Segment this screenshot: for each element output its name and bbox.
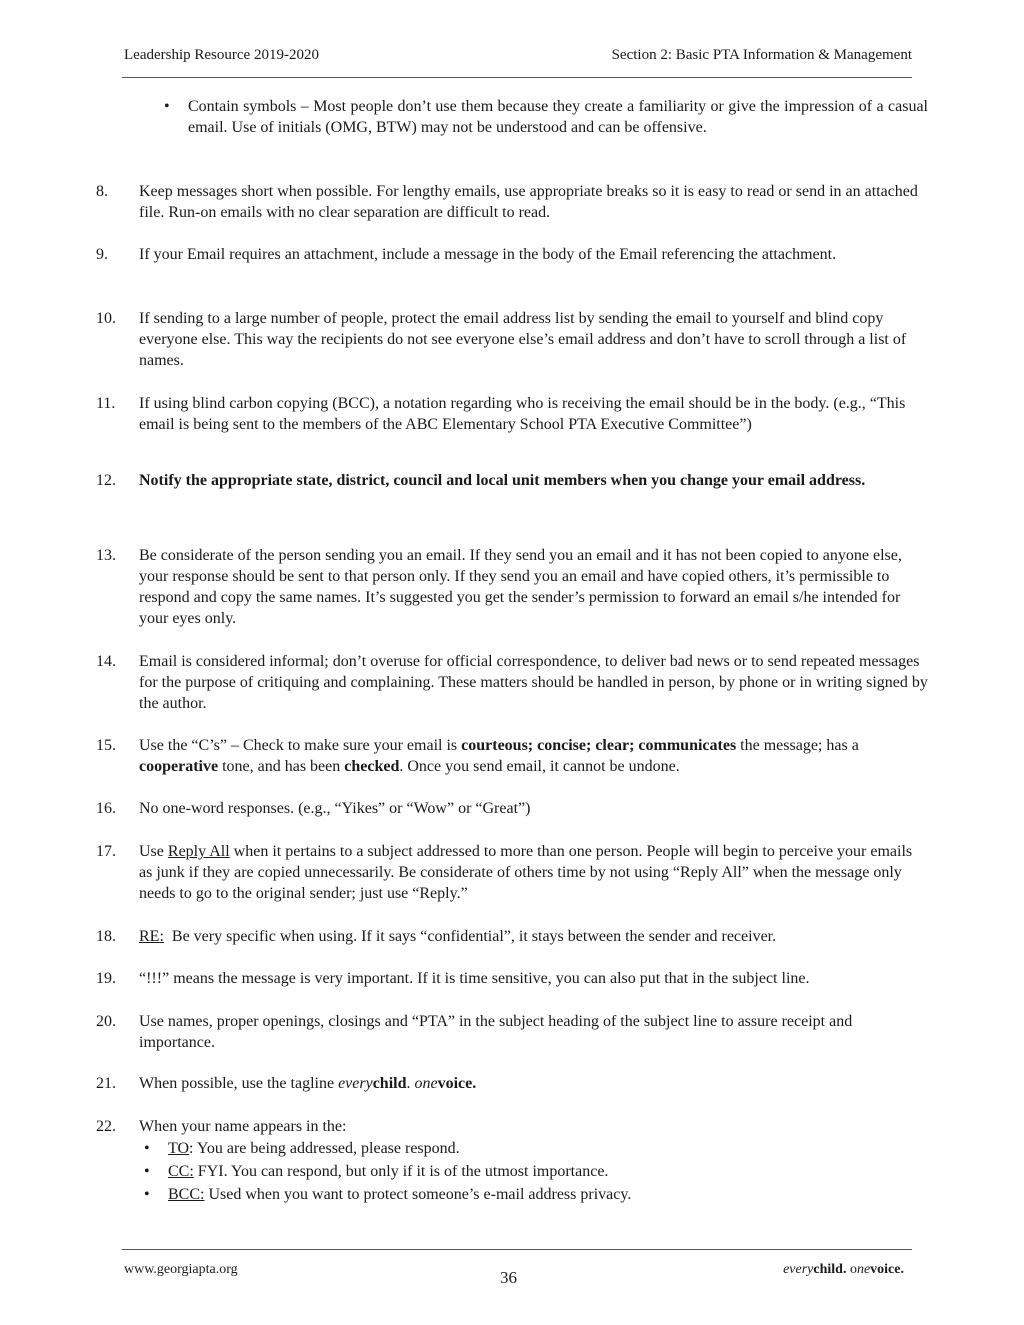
list-item-13 — [96, 545, 928, 629]
item-text: Use names, proper openings, closings and “PTA” in the subject heading of the subject line to assure receipt and importance. — [139, 1013, 853, 1051]
bullet-dot: • — [144, 1140, 150, 1157]
list-item-16 — [96, 798, 928, 819]
text-run: When possible, use the tagline — [139, 1075, 339, 1092]
bold-text: child. — [813, 1262, 847, 1277]
item-text: Email is considered informal; don’t overuse for official correspondence, to deliver bad news or to send repeated messages for the purpose of critiquing and complaining. These matters should be handled in person, by phone or in writing signed by the author. — [139, 653, 928, 712]
footer-tagline — [783, 1262, 904, 1278]
text-run: Use the “C’s” – Check to make sure your email is — [139, 737, 462, 754]
bullet-dot: • — [164, 98, 170, 115]
item-text: If using blind carbon copying (BCC), a notation regarding who is receiving the email should be in the body. (e.g., “This email is being sent to the members of the ABC Elementary School PTA Executive Committee”) — [139, 395, 906, 433]
italic-text: ne — [856, 1262, 871, 1277]
text-run: when it pertains to a subject addressed to more than one person. People will begin to perceive your emails as junk if they are copied unnecessarily. Be considerate of others time by not using “Reply All” when the message only needs to go to the original sender; just use “Reply.” — [139, 843, 913, 902]
text-run: . — [406, 1075, 415, 1092]
footer-website: www.georgiapta.org — [124, 1262, 238, 1277]
list-item-12 — [96, 470, 928, 491]
item-number: 15. — [96, 737, 116, 754]
item-number: 18. — [96, 928, 116, 945]
item-text: No one-word responses. (e.g., “Yikes” or “Wow” or “Great”) — [139, 800, 531, 817]
page-number: 36 — [500, 1268, 517, 1287]
underlined-text: Reply All — [167, 843, 230, 860]
text-run: FYI. You can respond, but only if it is of the utmost importance. — [193, 1163, 609, 1180]
bold-text: cooperative — [139, 758, 219, 775]
bullet-cc — [140, 1161, 930, 1182]
list-item-21 — [96, 1073, 928, 1094]
item-number: 22. — [96, 1118, 116, 1135]
header-left: Leadership Resource 2019-2020 — [124, 47, 319, 63]
item-number: 11. — [96, 395, 116, 412]
item-number: 17. — [96, 843, 116, 860]
item-text: Be considerate of the person sending you an email. If they send you an email and it has not been copied to anyone else, your response should be sent to that person only. If they send you an email and have copied others, it’s permissible to respond and copy the same names. It’s suggested you get the sender’s permission to forward an email s/he intended for your eyes only. — [139, 547, 902, 627]
text-run: tone, and has been — [218, 758, 345, 775]
list-item-11 — [96, 393, 928, 435]
bullet-text: Contain symbols – Most people don’t use them because they create a familiarity or give the impression of a casual email. Use of initials (OMG, BTW) may not be understood and can be offensive. — [188, 98, 928, 136]
underlined-text: BCC: — [168, 1186, 205, 1203]
list-item-19 — [96, 968, 928, 989]
item-text — [139, 735, 928, 777]
item-number: 20. — [96, 1013, 116, 1030]
item-text: Notify the appropriate state, district, council and local unit members when you change your email address. — [139, 472, 866, 489]
list-item-15 — [96, 735, 928, 777]
text-run: o — [846, 1262, 857, 1277]
list-item-20 — [96, 1011, 928, 1053]
bold-text: voice. — [870, 1262, 904, 1277]
item-number: 9. — [96, 246, 108, 263]
item-text — [139, 1073, 928, 1094]
list-item-8 — [96, 181, 928, 223]
bullet-bcc — [140, 1184, 930, 1205]
item-text: “!!!” means the message is very important. If it is time sensitive, you can also put that in the subject line. — [139, 970, 810, 987]
italic-text: every — [338, 1075, 373, 1092]
item-number: 12. — [96, 472, 116, 489]
item-text — [139, 841, 928, 904]
footer-rule — [122, 1249, 912, 1250]
text-run: Used when you want to protect someone’s e-mail address privacy. — [204, 1186, 632, 1203]
bold-text: checked — [344, 758, 400, 775]
item-number: 10. — [96, 310, 116, 327]
text-run: Use — [139, 843, 168, 860]
text-run: : You are being addressed, please respond. — [189, 1140, 460, 1157]
bullet-to — [140, 1138, 930, 1159]
list-item-22 — [96, 1116, 928, 1137]
italic-text: every — [783, 1262, 814, 1277]
list-item-10 — [96, 308, 928, 371]
header-right: Section 2: Basic PTA Information & Management — [611, 47, 912, 63]
underlined-text: TO — [168, 1140, 190, 1157]
underlined-text: RE: — [139, 928, 164, 945]
text-run: Be very specific when using. If it says “confidential”, it stays between the sender and receiver. — [163, 928, 777, 945]
item-text — [139, 926, 928, 947]
item-number: 13. — [96, 547, 116, 564]
underlined-text: CC: — [168, 1163, 194, 1180]
text-run: . Once you send email, it cannot be undone. — [399, 758, 680, 775]
italic-text: one — [414, 1075, 438, 1092]
list-item-9 — [96, 244, 928, 265]
bullet-dot: • — [144, 1163, 150, 1180]
text-run: the message; has a — [736, 737, 859, 754]
list-item-14 — [96, 651, 928, 714]
bold-text: child — [372, 1075, 407, 1092]
list-item-18 — [96, 926, 928, 947]
item-number: 19. — [96, 970, 116, 987]
bold-text: courteous; concise; clear; communicates — [461, 737, 737, 754]
bullet-contain-symbols — [160, 96, 928, 138]
item-text: When your name appears in the: — [139, 1118, 347, 1135]
bullet-dot: • — [144, 1186, 150, 1203]
item-number: 16. — [96, 800, 116, 817]
item-number: 14. — [96, 653, 116, 670]
item-text: Keep messages short when possible. For lengthy emails, use appropriate breaks so it is easy to read or send in an attached file. Run-on emails with no clear separation are difficult to read. — [139, 183, 918, 221]
item-number: 8. — [96, 183, 108, 200]
header-rule — [122, 77, 912, 78]
item-number: 21. — [96, 1075, 116, 1092]
bold-text: voice. — [437, 1075, 477, 1092]
list-item-17 — [96, 841, 928, 904]
item-text: If your Email requires an attachment, include a message in the body of the Email referencing the attachment. — [139, 246, 837, 263]
item-text: If sending to a large number of people, protect the email address list by sending the email to yourself and blind copy everyone else. This way the recipients do not see everyone else’s email address and don’t have to scroll through a list of names. — [139, 310, 907, 369]
